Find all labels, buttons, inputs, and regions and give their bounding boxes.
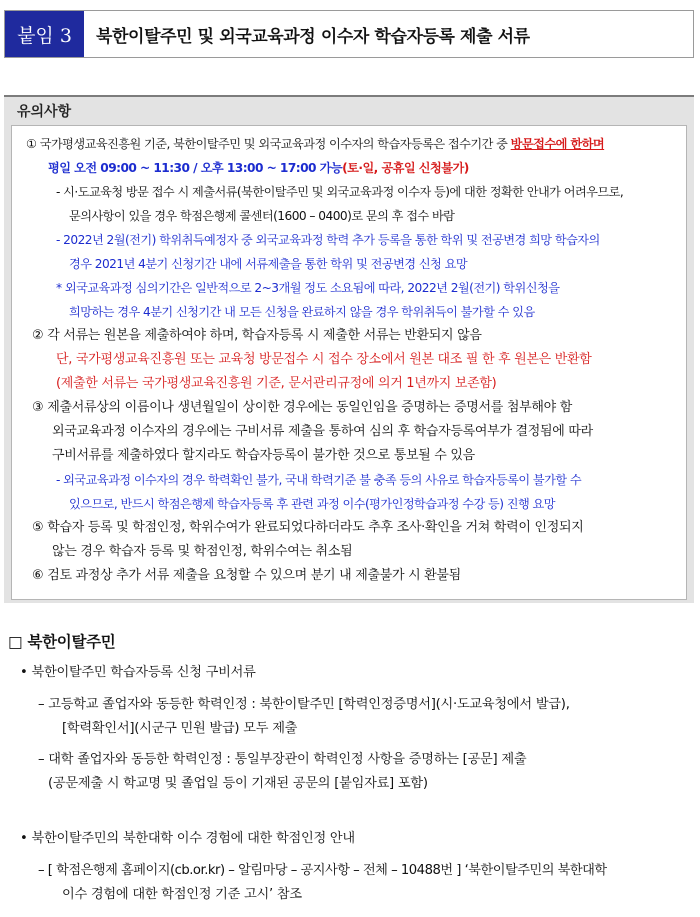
bullet-1-sub-2-cont: (공문제출 시 학교명 및 졸업일 등이 기재된 공문의 [붙임자료] 포함) (48, 776, 428, 791)
notice-item-1-sub-2: - 2022년 2월(전기) 학위취득예정자 중 외국교육과정 학력 추가 등록을 통한 학위 및 전공변경 희망 학습자의 (56, 233, 600, 247)
notice-item-3-line-2: 외국교육과정 이수자의 경우에는 구비서류 제출을 통하여 심의 후 학습자등록여부가 결정됨에 따라 (52, 424, 593, 439)
notice-item-1-sub-2-cont: 경우 2021년 4분기 신청기간 내에 서류제출을 통한 학위 및 전공변경 신청 요망 (69, 257, 468, 271)
notice-box (4, 95, 694, 603)
notice-item-5-line-1 (32, 520, 584, 536)
notice-item-2-line-2: 단, 국가평생교육진흥원 또는 교육청 방문접수 시 접수 장소에서 원본 대조 필 한 후 원본은 반환함 (56, 352, 592, 367)
bullet-1-sub-1: – 고등학교 졸업자와 동등한 학력인정 : 북한이탈주민 [학력인정증명서](시·도교육청에서 발급), (38, 697, 570, 712)
notice-item-2-line-3: (제출한 서류는 국가평생교육진흥원 기준, 문서관리규정에 의거 1년까지 보존함) (56, 376, 497, 391)
closed-days-text: (토·일, 공휴일 신청불가) (342, 161, 469, 175)
bullet-2-title: • 북한이탈주민의 북한대학 이수 경험에 대한 학점인정 안내 (20, 831, 355, 846)
bullet-1-title: • 북한이탈주민 학습자등록 신청 구비서류 (20, 665, 256, 680)
notice-item-3-line-3: 구비서류를 제출하였다 할지라도 학습자등록이 불가한 것으로 통보될 수 있음 (52, 448, 475, 463)
notice-item-3-line-1 (32, 400, 572, 416)
item-text: 제출서류상의 이름이나 생년월일이 상이한 경우에는 동일인임을 증명하는 증명서를 첨부해야 함 (47, 400, 573, 415)
notice-item-5-line-2: 않는 경우 학습자 등록 및 학점인정, 학위수여는 취소됨 (52, 544, 353, 559)
notice-content (11, 125, 687, 600)
item-marker: ③ (32, 400, 44, 415)
page-title: 북한이탈주민 및 외국교육과정 이수자 학습자등록 제출 서류 (96, 26, 530, 47)
item-marker: ⑥ (32, 568, 44, 583)
attachment-label: 붙임 3 (5, 11, 84, 57)
notice-item-1-line-1 (26, 136, 604, 152)
document-header (4, 10, 694, 58)
item-text: 학습자 등록 및 학점인정, 학위수여가 완료되었다하더라도 추후 조사·확인을 거쳐 학력이 인정되지 (47, 520, 584, 535)
item-text: 각 서류는 원본을 제출하여야 하며, 학습자등록 시 제출한 서류는 반환되지 않음 (47, 328, 482, 343)
hours-text: 평일 오전 09:00 ~ 11:30 / 오후 13:00 ~ 17:00 가능 (48, 161, 343, 175)
notice-item-6-line-1 (32, 568, 461, 584)
notice-item-1-sub-1: - 시·도교육청 방문 접수 시 제출서류(북한이탈주민 및 외국교육과정 이수자 등)에 대한 정확한 안내가 어려우므로, (56, 185, 624, 199)
notice-item-1-sub-1-cont: 문의사항이 있을 경우 학점은행제 콜센터(1600 – 0400)로 문의 후 접수 바람 (69, 209, 455, 223)
highlight-text: 방문접수에 한하며 (510, 137, 605, 151)
bullet-1-sub-2: – 대학 졸업자와 동등한 학력인정 : 통일부장관이 학력인정 사항을 증명하는 [공문] 제출 (38, 752, 527, 767)
bullet-2-sub-1-cont: 이수 경험에 대한 학점인정 기준 고시’ 참조 (62, 887, 302, 902)
notice-item-1-sub-3: * 외국교육과정 심의기간은 일반적으로 2~3개월 정도 소요됨에 따라, 2022년 2월(전기) 학위신청을 (56, 281, 560, 295)
notice-title: 유의사항 (17, 104, 72, 120)
item-marker: ⑤ (32, 520, 44, 535)
notice-item-1-line-2 (48, 160, 469, 176)
item-text: 검토 과정상 추가 서류 제출을 요청할 수 있으며 분기 내 제출불가 시 환불됨 (47, 568, 461, 583)
bullet-1-sub-1-cont: [학력확인서](시군구 민원 발급) 모두 제출 (62, 721, 298, 736)
item-marker: ① (26, 137, 37, 151)
notice-item-2-line-1 (32, 328, 482, 344)
notice-item-1-sub-3-cont: 희망하는 경우 4분기 신청기간 내 모든 신청을 완료하지 않을 경우 학위취득이 불가할 수 있음 (69, 305, 535, 319)
notice-item-3-sub-1-cont: 있으므로, 반드시 학점은행제 학습자등록 후 관련 과정 이수(평가인정학습과정 수강 등) 진행 요망 (69, 497, 555, 511)
notice-item-3-sub-1: - 외국교육과정 이수자의 경우 학력확인 불가, 국내 학력기준 불 충족 등의 사유로 학습자등록이 불가할 수 (56, 473, 582, 487)
bullet-2-sub-1: – [ 학점은행제 홈페이지(cb.or.kr) – 알림마당 – 공지사항 – 전체 – 10488번 ] ‘북한이탈주민의 북한대학 (38, 863, 607, 878)
section-title: □ 북한이탈주민 (8, 633, 116, 651)
item-marker: ② (32, 328, 44, 343)
item-text: 국가평생교육진흥원 기준, 북한이탈주민 및 외국교육과정 이수자의 학습자등록은 접수기간 중 (39, 137, 511, 151)
